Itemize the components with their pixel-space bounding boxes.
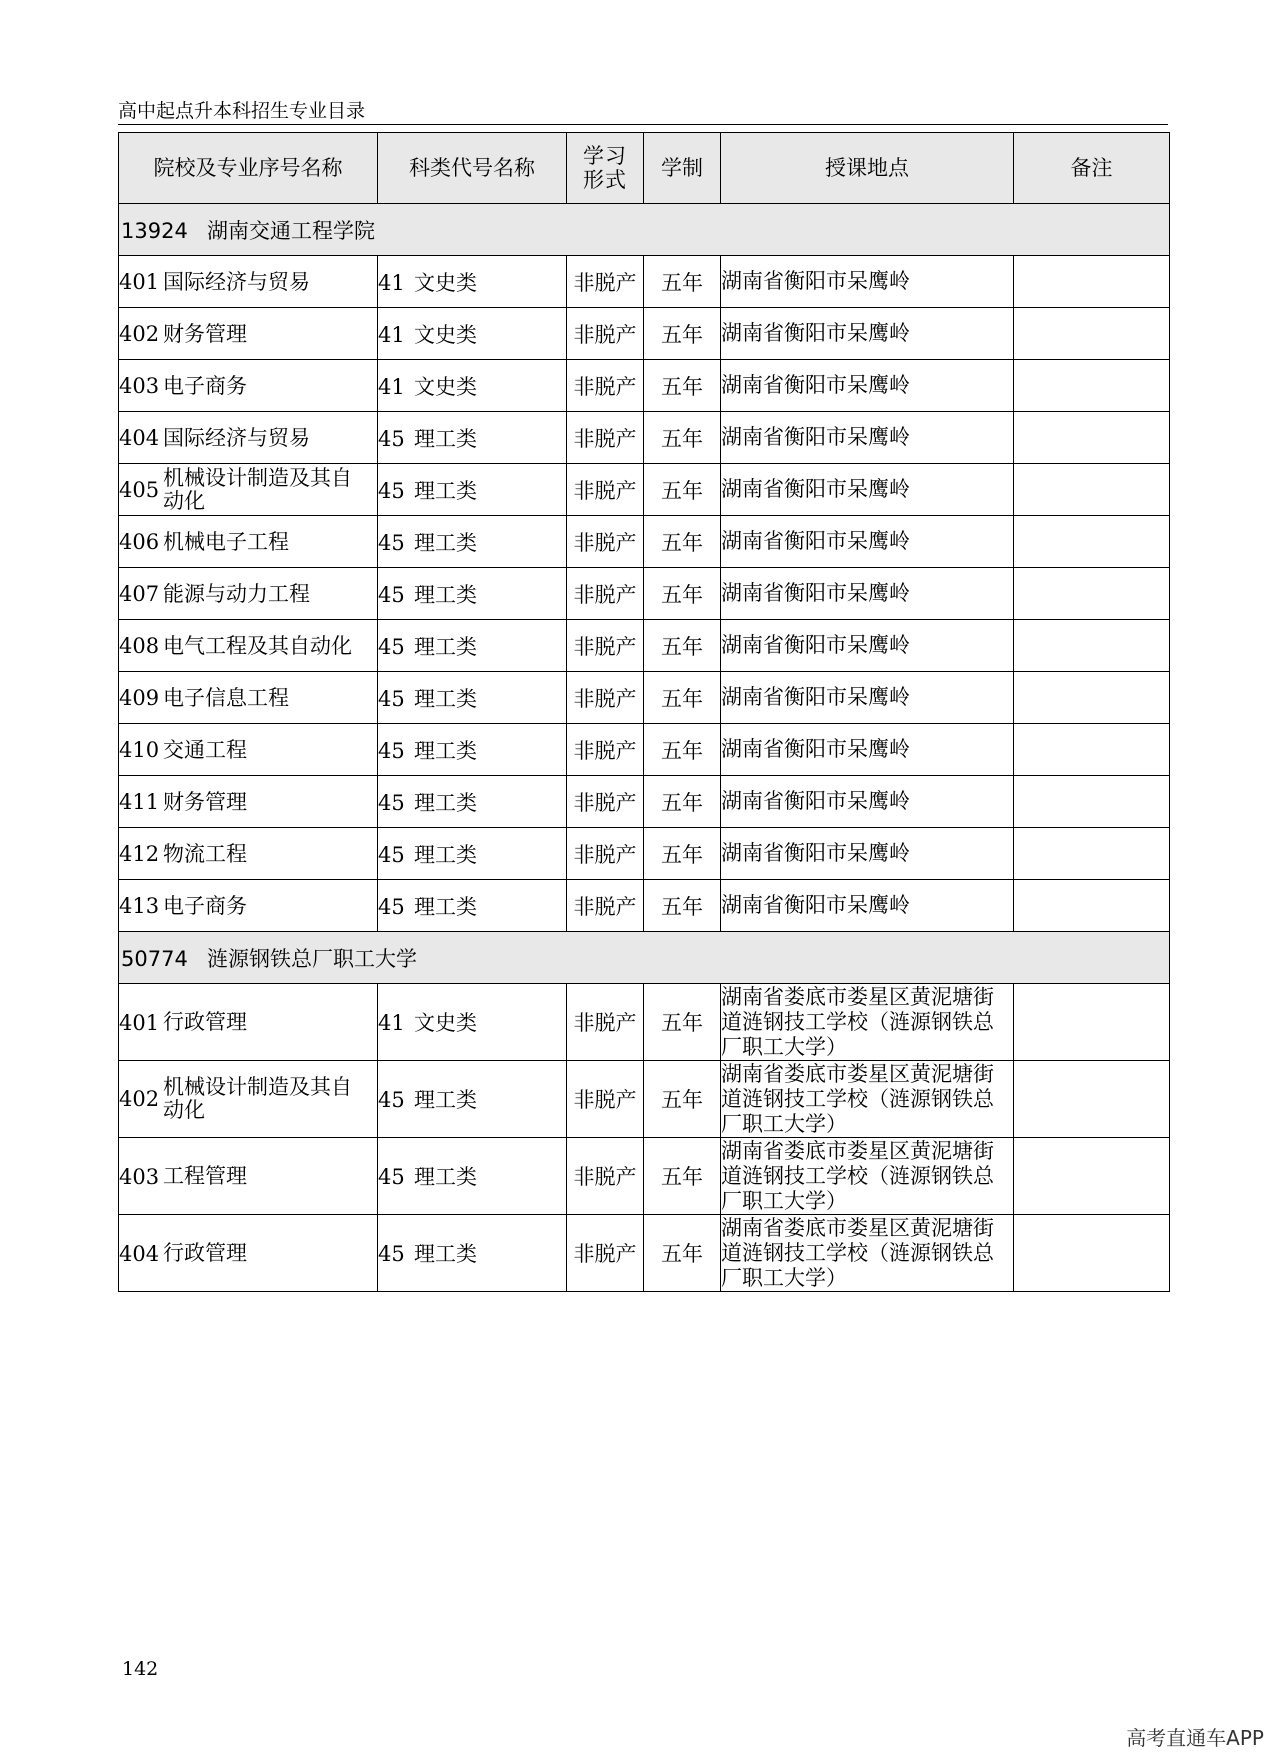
category-cell [378,360,567,412]
study-form-cell: 非脱产 [567,516,644,568]
category-name: 文史类 [414,322,477,347]
major-cell [119,516,378,568]
major-cell [119,828,378,880]
category-name: 理工类 [414,842,477,867]
category-name: 文史类 [414,1011,477,1035]
study-form-cell: 非脱产 [567,828,644,880]
table-row [119,620,1170,672]
major-name: 机械设计制造及其自动化 [163,465,352,513]
location-cell: 湖南省衡阳市呆鹰岭 [721,256,1014,308]
study-form-cell: 非脱产 [567,464,644,516]
length-cell: 五年 [644,1061,721,1138]
note-cell [1014,412,1170,464]
table-row [119,880,1170,932]
school-section-cell [119,204,1170,256]
major-cell [119,1061,378,1138]
length-cell: 五年 [644,984,721,1061]
major-number: 401 [119,270,160,295]
note-cell [1014,568,1170,620]
category-name: 理工类 [414,530,477,555]
note-cell [1014,880,1170,932]
location-cell: 湖南省衡阳市呆鹰岭 [721,724,1014,776]
location-cell: 湖南省衡阳市呆鹰岭 [721,568,1014,620]
major-cell [119,360,378,412]
major-name: 财务管理 [163,789,247,814]
major-number: 402 [119,322,160,347]
category-code: 45 [378,582,405,607]
length-cell: 五年 [644,776,721,828]
category-code: 45 [378,634,405,659]
study-form-cell: 非脱产 [567,620,644,672]
major-cell [119,1138,378,1215]
category-name: 文史类 [414,374,477,399]
length-cell: 五年 [644,828,721,880]
category-cell [378,776,567,828]
category-code: 45 [378,1165,405,1189]
note-cell [1014,828,1170,880]
major-name: 行政管理 [163,1010,247,1035]
major-cell [119,412,378,464]
study-form-cell: 非脱产 [567,880,644,932]
category-cell [378,308,567,360]
category-name: 理工类 [414,1242,477,1266]
table-row [119,516,1170,568]
category-name: 理工类 [414,894,477,919]
category-name: 理工类 [414,634,477,659]
category-code: 41 [378,322,405,347]
app-watermark: 高考直通车APP [1126,1726,1264,1750]
study-form-cell: 非脱产 [567,672,644,724]
major-cell [119,620,378,672]
major-cell [119,724,378,776]
major-number: 410 [119,738,160,763]
length-cell: 五年 [644,880,721,932]
table-row [119,308,1170,360]
major-name: 工程管理 [163,1164,247,1189]
location-cell: 湖南省娄底市娄星区黄泥塘街道涟钢技工学校（涟源钢铁总厂职工大学） [721,1138,1014,1215]
category-code: 45 [378,686,405,711]
school-code: 13924 [121,218,188,243]
category-code: 41 [378,374,405,399]
length-cell: 五年 [644,724,721,776]
major-name: 电子信息工程 [163,685,289,710]
length-cell: 五年 [644,620,721,672]
length-cell: 五年 [644,256,721,308]
school-section-row [119,204,1170,256]
major-name: 电气工程及其自动化 [163,633,352,658]
school-name: 涟源钢铁总厂职工大学 [207,946,417,971]
col-header-location: 授课地点 [721,133,1014,204]
location-cell: 湖南省衡阳市呆鹰岭 [721,880,1014,932]
note-cell [1014,516,1170,568]
study-form-cell: 非脱产 [567,1215,644,1292]
length-cell: 五年 [644,516,721,568]
location-cell: 湖南省衡阳市呆鹰岭 [721,360,1014,412]
major-catalog-table [118,132,1170,1292]
school-code: 50774 [121,946,188,971]
category-cell [378,1138,567,1215]
location-cell: 湖南省衡阳市呆鹰岭 [721,828,1014,880]
col-header-major: 院校及专业序号名称 [119,133,378,204]
length-cell: 五年 [644,308,721,360]
category-cell [378,412,567,464]
col-header-study-form [567,133,644,204]
table-row [119,256,1170,308]
major-number: 409 [119,686,160,711]
major-name: 能源与动力工程 [163,581,310,606]
table-body [119,204,1170,1292]
note-cell [1014,1138,1170,1215]
location-cell: 湖南省衡阳市呆鹰岭 [721,776,1014,828]
study-form-cell: 非脱产 [567,1061,644,1138]
study-form-cell: 非脱产 [567,724,644,776]
length-cell: 五年 [644,412,721,464]
major-number: 402 [119,1087,160,1111]
study-form-cell: 非脱产 [567,256,644,308]
length-cell: 五年 [644,464,721,516]
major-number: 406 [119,530,160,555]
location-cell: 湖南省衡阳市呆鹰岭 [721,620,1014,672]
category-name: 理工类 [414,1088,477,1112]
page-number: 142 [122,1658,159,1680]
note-cell [1014,360,1170,412]
major-number: 401 [119,1010,160,1035]
major-name: 国际经济与贸易 [163,269,310,294]
category-cell [378,620,567,672]
note-cell [1014,984,1170,1061]
category-cell [378,880,567,932]
category-code: 45 [378,426,405,451]
major-number: 403 [119,374,160,399]
major-cell [119,256,378,308]
major-name: 行政管理 [163,1241,247,1266]
category-cell [378,464,567,516]
major-cell [119,672,378,724]
category-cell [378,516,567,568]
school-section-cell [119,932,1170,984]
category-code: 45 [378,530,405,555]
major-cell [119,568,378,620]
table-row [119,724,1170,776]
note-cell [1014,464,1170,516]
major-cell [119,464,378,516]
major-name: 交通工程 [163,737,247,762]
col-header-note: 备注 [1014,133,1170,204]
major-number: 413 [119,894,160,919]
table-row [119,984,1170,1061]
location-cell: 湖南省娄底市娄星区黄泥塘街道涟钢技工学校（涟源钢铁总厂职工大学） [721,984,1014,1061]
category-code: 45 [378,1088,405,1112]
study-form-cell: 非脱产 [567,984,644,1061]
category-name: 理工类 [414,790,477,815]
note-cell [1014,1215,1170,1292]
table-row [119,776,1170,828]
study-form-cell: 非脱产 [567,308,644,360]
major-number: 404 [119,426,160,451]
note-cell [1014,724,1170,776]
category-cell [378,568,567,620]
major-name: 电子商务 [163,893,247,918]
note-cell [1014,672,1170,724]
length-cell: 五年 [644,360,721,412]
category-code: 45 [378,790,405,815]
category-cell [378,724,567,776]
category-name: 理工类 [414,582,477,607]
category-name: 理工类 [414,738,477,763]
location-cell: 湖南省衡阳市呆鹰岭 [721,412,1014,464]
table-row [119,568,1170,620]
col-header-length: 学制 [644,133,721,204]
location-cell: 湖南省娄底市娄星区黄泥塘街道涟钢技工学校（涟源钢铁总厂职工大学） [721,1215,1014,1292]
location-cell: 湖南省衡阳市呆鹰岭 [721,464,1014,516]
major-name: 机械电子工程 [163,529,289,554]
major-name: 财务管理 [163,321,247,346]
major-cell [119,776,378,828]
category-name: 理工类 [414,478,477,503]
major-cell [119,308,378,360]
major-number: 411 [119,790,160,815]
study-form-cell: 非脱产 [567,360,644,412]
major-number: 403 [119,1164,160,1189]
note-cell [1014,256,1170,308]
category-code: 45 [378,842,405,867]
school-section-row [119,932,1170,984]
category-cell [378,256,567,308]
length-cell: 五年 [644,1215,721,1292]
length-cell: 五年 [644,672,721,724]
major-name: 国际经济与贸易 [163,425,310,450]
category-cell [378,1061,567,1138]
category-name: 理工类 [414,686,477,711]
major-number: 405 [119,477,160,502]
category-code: 41 [378,1011,405,1035]
note-cell [1014,776,1170,828]
note-cell [1014,1061,1170,1138]
study-form-cell: 非脱产 [567,776,644,828]
major-number: 407 [119,582,160,607]
header-divider [118,124,1168,125]
category-name: 理工类 [414,1165,477,1189]
category-cell [378,984,567,1061]
major-number: 404 [119,1241,160,1266]
note-cell [1014,308,1170,360]
major-cell [119,984,378,1061]
major-number: 408 [119,634,160,659]
table-row [119,1215,1170,1292]
study-form-cell: 非脱产 [567,412,644,464]
category-code: 41 [378,270,405,295]
table-row [119,360,1170,412]
school-name: 湖南交通工程学院 [207,218,375,243]
major-number: 412 [119,842,160,867]
table-row [119,1138,1170,1215]
length-cell: 五年 [644,1138,721,1215]
location-cell: 湖南省衡阳市呆鹰岭 [721,308,1014,360]
major-name: 物流工程 [163,841,247,866]
table-row [119,672,1170,724]
category-cell [378,672,567,724]
length-cell: 五年 [644,568,721,620]
table-row [119,412,1170,464]
category-code: 45 [378,1242,405,1266]
category-code: 45 [378,894,405,919]
table-header [119,133,1170,204]
category-cell [378,1215,567,1292]
category-name: 文史类 [414,270,477,295]
note-cell [1014,620,1170,672]
major-name: 电子商务 [163,373,247,398]
location-cell: 湖南省衡阳市呆鹰岭 [721,516,1014,568]
category-code: 45 [378,738,405,763]
col-header-category: 科类代号名称 [378,133,567,204]
study-form-cell: 非脱产 [567,568,644,620]
major-cell [119,880,378,932]
location-cell: 湖南省衡阳市呆鹰岭 [721,672,1014,724]
page-header-title: 高中起点升本科招生专业目录 [118,100,366,122]
table-row [119,464,1170,516]
study-form-cell: 非脱产 [567,1138,644,1215]
major-name: 机械设计制造及其自动化 [163,1075,352,1122]
category-code: 45 [378,478,405,503]
col-header-study-form-line1: 学习 [583,144,627,168]
table-row [119,1061,1170,1138]
location-cell: 湖南省娄底市娄星区黄泥塘街道涟钢技工学校（涟源钢铁总厂职工大学） [721,1061,1014,1138]
col-header-study-form-line2: 形式 [583,168,627,192]
category-cell [378,828,567,880]
major-cell [119,1215,378,1292]
category-name: 理工类 [414,426,477,451]
table-row [119,828,1170,880]
